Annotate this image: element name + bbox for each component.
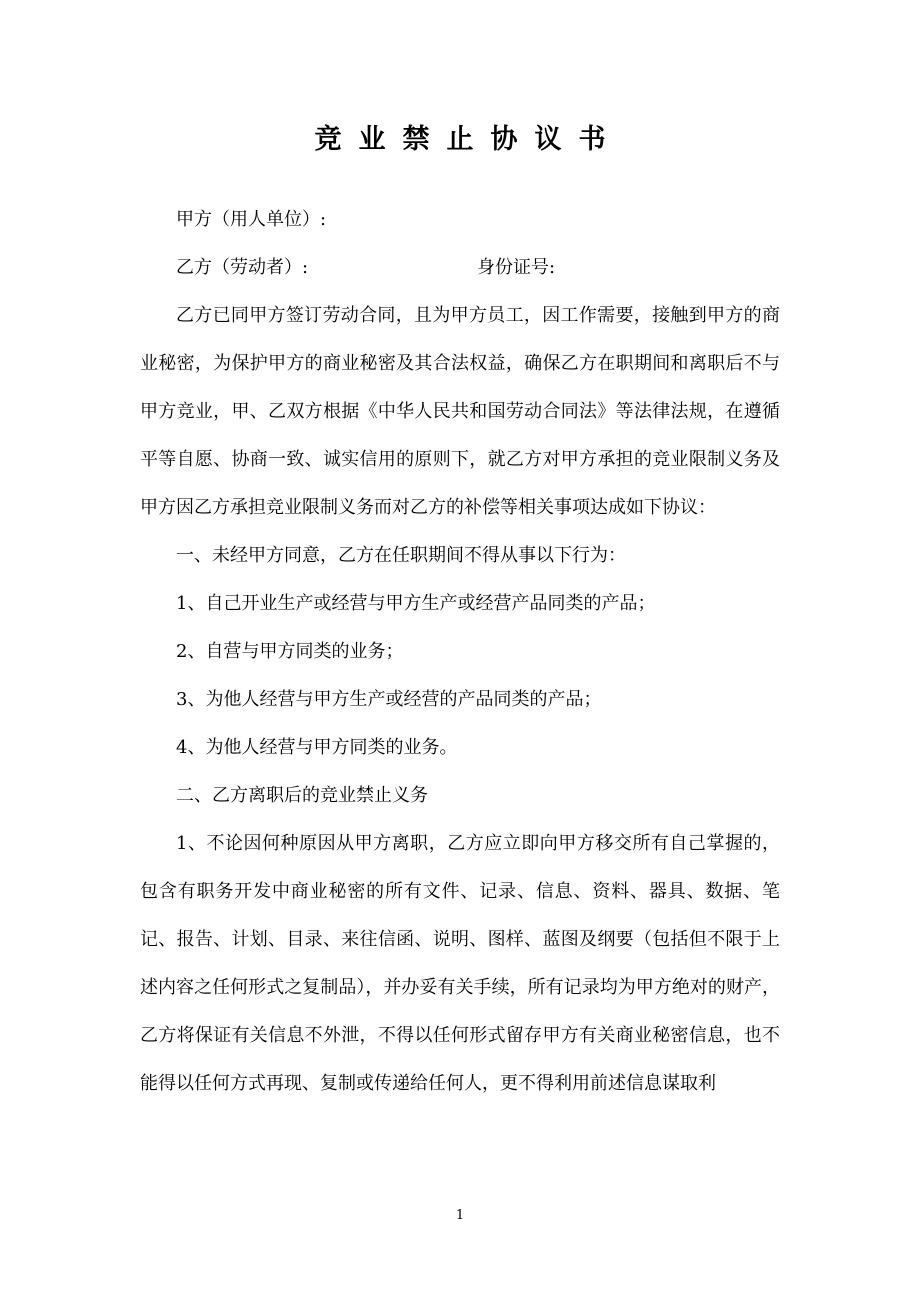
- section-one-item-3: 3、为他人经营与甲方生产或经营的产品同类的产品；: [176, 689, 602, 710]
- section-one-item-2: 2、自营与甲方同类的业务；: [176, 641, 404, 662]
- section-two-heading: 二、乙方离职后的竞业禁止义务: [176, 785, 428, 806]
- id-number-label: 身份证号:: [477, 257, 556, 278]
- section-one-item-1: 1、自己开业生产或经营与甲方生产或经营产品同类的产品；: [176, 593, 656, 614]
- party-a-label: 甲方（用人单位）:: [176, 209, 327, 230]
- section-one-item-4: 4、为他人经营与甲方同类的业务。: [176, 737, 458, 758]
- preamble-paragraph: 乙方已同甲方签订劳动合同，且为甲方员工，因工作需要，接触到甲方的商业秘密，为保护甲方的商业秘密及其合法权益，确保乙方在职期间和离职后不与甲方竞业，甲、乙双方根据《中华人民共和国劳动合同法》等法律法规，在遵循平等自愿、协商一致、诚实信用的原则下，就乙方对甲方承担的竞业限制义务及甲方因乙方承担竞业限制义务而对乙方的补偿等相关事项达成如下协议：: [140, 305, 780, 518]
- document-body: [140, 196, 780, 1108]
- party-b-line: [140, 244, 780, 292]
- party-b-label: 乙方（劳动者）:: [176, 257, 309, 278]
- document-title: 竞业禁止协议书: [314, 124, 623, 155]
- page-number: 1: [455, 1208, 465, 1223]
- section-two-item-1: 1、不论因何种原因从甲方离职，乙方应立即向甲方移交所有自己掌握的，包含有职务开发中商业秘密的所有文件、记录、信息、资料、器具、数据、笔记、报告、计划、目录、来往信函、说明、图样、蓝图及纲要（包括但不限于上述内容之任何形式之复制品），并办妥有关手续，所有记录均为甲方绝对的财产，乙方将保证有关信息不外泄，不得以任何形式留存甲方有关商业秘密信息，也不能得以任何方式再现、复制或传递给任何人，更不得利用前述信息谋取利: [140, 833, 780, 1094]
- section-one-heading: 一、未经甲方同意，乙方在任职期间不得从事以下行为：: [176, 545, 626, 566]
- party-a-line: [140, 196, 780, 244]
